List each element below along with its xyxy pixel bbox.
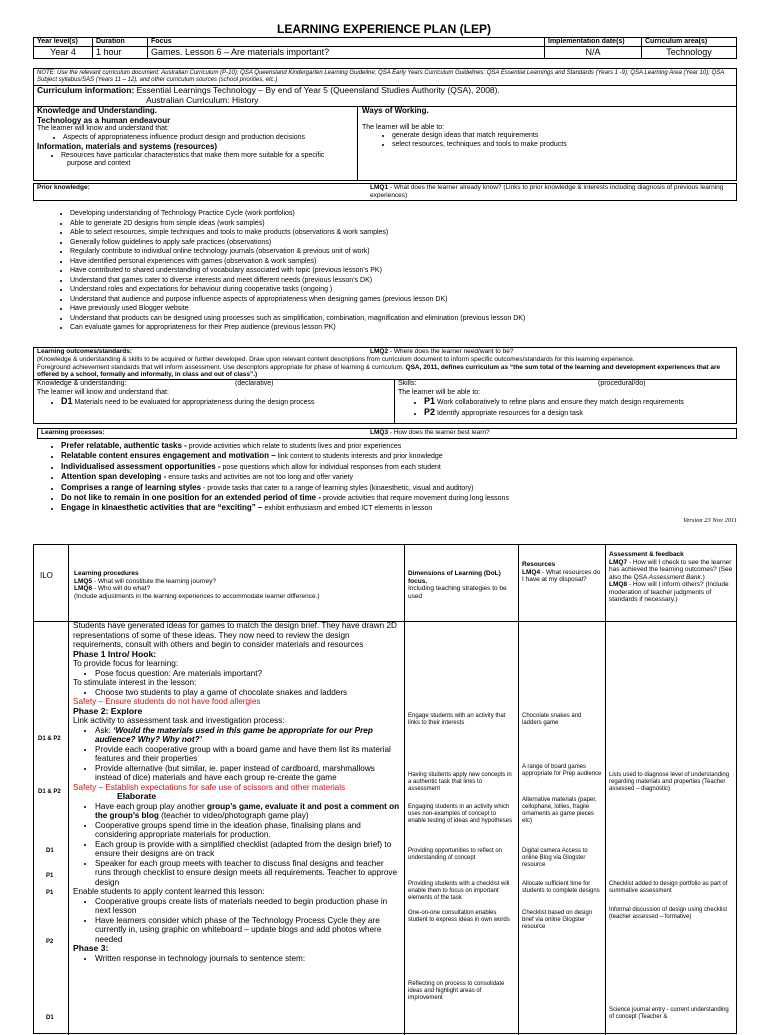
prior-knowledge-list xyxy=(45,209,760,333)
ways-bullet-1: • generate design ideas that match requirements xyxy=(392,132,732,141)
lmq6-label: LMQ6 xyxy=(74,585,93,592)
elaborate-heading: Elaborate xyxy=(117,791,157,801)
prior-item: • Have previously used Blogger website xyxy=(70,304,760,314)
phase3-heading: Phase 3: xyxy=(73,943,109,953)
dol-item: One-on-one consultation enables student to express ideas in own words xyxy=(408,910,510,923)
prior-item: • Able to generate 2D designs from simple ideas (work samples) xyxy=(70,219,760,229)
skills-label: Skills: xyxy=(398,380,417,387)
lmq2-text: - Where does the learner need/want to be? xyxy=(388,348,514,355)
skills-intro: The learner will be able to: xyxy=(398,388,481,396)
outcomes-desc1: (Knowledge & understanding & skills to be acquired or further developed. Draw upon relevant content descriptions from curriculum document to inform specific outcomes/standards for this learning experience. xyxy=(37,356,635,363)
elaborate-bullet: • Each group is provide with a simplified checklist (adapted from the design brief) to ensure their designs are on track xyxy=(95,840,400,859)
skills-type: (procedural/do) xyxy=(598,380,646,387)
lmq5-text: - What will constitute the learning journey? xyxy=(92,577,216,585)
prior-item: • Able to select resources, simple techniques and tools to make products (observations & work samples) xyxy=(70,228,760,238)
enable-bullet: • Have learners consider which phase of the Technology Process Cycle they are currently in, using graphic on whiteboard – update blogs and add photos where needed xyxy=(95,916,400,945)
header-col-year: Year level(s) xyxy=(34,38,93,47)
lmq4-text: - What resources do I have at my disposal? xyxy=(522,568,601,583)
process-item: • Comprises a range of learning styles - provide tasks that cater to a range of learning styles (kinaesthetic, visual and auditory) xyxy=(61,483,761,493)
lmq3-text: - How does the learner best learn? xyxy=(388,429,490,436)
col-header-ilo: ILO xyxy=(40,571,53,580)
phase1-heading: Phase 1 Intro/ Hook: xyxy=(73,648,157,659)
dol-item: Engaging students in an activity which uses non-examples of concept to enable testing of ideas and hypotheses xyxy=(408,804,513,824)
ways-bullet-2: • select resources, techniques and tools to make products xyxy=(392,141,732,150)
link-line: Link activity to assessment task and investigation process: xyxy=(73,716,285,725)
prior-item: • Understand roles and expectations for behaviour during cooperative tasks (ongoing ) xyxy=(70,285,760,295)
resource-item: Alternative materials (paper, cellophane, lollies, fragile ornaments as game pieces etc) xyxy=(522,797,597,824)
prior-knowledge-header xyxy=(33,183,737,201)
assessment-item: Informal discussion of design using checklist (teacher assessed – formative) xyxy=(609,907,728,920)
resource-item: Digital camera Access to online Blog via Glogster resource xyxy=(522,848,588,868)
resource-item: Chocolate snakes and ladders game xyxy=(522,713,582,726)
dol-item: Reflecting on process to consolidate ideas and highlight areas of improvement xyxy=(408,981,505,1001)
header-col-area: Curriculum area(s) xyxy=(642,38,737,47)
ilo-code: D1 & P2 xyxy=(38,789,61,795)
col-header-dol: Dimensions of Learning (DoL) focus. xyxy=(408,570,501,585)
knowledge-intro: The learner will know and understand that: xyxy=(37,125,169,132)
lmq7-label: LMQ7 xyxy=(609,558,628,566)
curriculum-note: NOTE: Use the relevant curriculum document: Australian Curriculum (P-10); QSA Queensland Kindergarten Learning Guideline; QSA Early Years Curriculum Guidelines; QSA Essential Learnings and Standards (Years 1 -9); QSA Learning Area (Year 10); QSA Subject syllabus/SAS (Years 11 – 12), and other curriculum sources (school priorities, etc.) xyxy=(37,70,724,83)
resource-item: A range of board games appropriate for Prep audience xyxy=(522,764,602,777)
version-note: Version 23 Nov 2011 xyxy=(683,517,737,524)
prior-item: • Can evaluate games for appropriateness for their Prep audience (previous lesson PK) xyxy=(70,323,760,333)
lmq6-text: - Who will do what? xyxy=(92,585,151,592)
dol-note: Including teaching strategies to be used xyxy=(408,585,507,600)
procedures-content xyxy=(73,621,400,963)
lmq3-label: LMQ3 xyxy=(370,429,389,436)
knowledge-bullet-2: • Resources have particular characteristics that make them more suitable for a specific purpose and context xyxy=(61,152,355,169)
processes-list xyxy=(37,441,761,514)
prior-label: Prior knowledge: xyxy=(37,184,90,191)
header-col-duration: Duration xyxy=(93,38,148,47)
ilo-code: P2 xyxy=(46,939,54,945)
page-title: LEARNING EXPERIENCE PLAN (LEP) xyxy=(276,22,492,36)
curriculum-box xyxy=(33,68,737,181)
assessment-bank: Assessment Bank xyxy=(648,573,701,581)
outcomes-desc2: Foreground achievement standards that will inform assessment. Use descriptors appropriate for phase of learning & curriculum. xyxy=(37,363,406,371)
stimulate-line: To stimulate interest in the lesson: xyxy=(73,678,197,687)
outcome-p2: • P2 Identify appropriate resources for a design task xyxy=(424,408,734,419)
curriculum-label: Curriculum information: xyxy=(37,85,135,95)
lmq7-text: - How will I check to see the learner has achieved the learning outcomes? (See also the QSA xyxy=(609,558,733,581)
focus-line: To provide focus for learning: xyxy=(73,659,179,668)
processes-label: Learning processes: xyxy=(41,429,105,436)
ku-intro: The learner will know and understand that: xyxy=(37,388,169,396)
dol-item: Engage students with an activity that links to their interests xyxy=(408,713,506,726)
process-item: • Prefer relatable, authentic tasks - provide activities which relate to students lives and prior experiences xyxy=(61,441,761,451)
ilo-code: P1 xyxy=(46,890,54,896)
dol-item: Providing opportunities to reflect on understanding of concept xyxy=(408,848,503,861)
safety-note-1: Safety – Ensure students do not have food allergies xyxy=(73,697,261,706)
header-col-focus: Focus xyxy=(148,38,545,47)
curriculum-line2: Australian Curriculum: History xyxy=(146,95,259,105)
explore-bullet: • Provide alternative (but similar, ie. paper instead of cardboard, marshmallows instead of dice) materials and have each group re-create the game xyxy=(95,764,400,783)
procedures-note: (Include adjustments in the learning experiences to accommodate learner difference.) xyxy=(74,592,320,600)
elaborate-bullet: • Speaker for each group meets with teacher to discuss final designs and teacher runs through checklist to ensure design meets all requirements. Teacher to approve design xyxy=(95,859,400,888)
process-item: • Do not like to remain in one position for an extended period of time - provide activities that require movement during long lessons xyxy=(61,493,761,503)
prior-item: • Have identified personal experiences with games (observation & work samples) xyxy=(70,257,760,267)
learning-processes-header xyxy=(37,428,737,439)
explore-bullet: • Provide each cooperative group with a board game and have them list its material features and their properties xyxy=(95,745,400,764)
header-date-value: N/A xyxy=(545,47,642,59)
enable-line: Enable students to apply content learned this lesson: xyxy=(73,887,265,896)
process-item: • Attention span developing - ensure tasks and activities are not too long and offer variety xyxy=(61,472,761,482)
prior-item: • Understand that games cater to diverse interests and meet different needs (previous lesson’s DK) xyxy=(70,276,760,286)
procedures-intro: Students have generated ideas for games to match the design brief. They have drawn 2D representations of some of these ideas. They now need to review the design requirements, consult with others and begin to consider materials and resources xyxy=(73,621,397,649)
resource-item: Allocate sufficient time for students to complete designs xyxy=(522,881,600,894)
lmq5-label: LMQ5 xyxy=(74,577,93,585)
lmq4-label: LMQ4 xyxy=(522,568,541,576)
ilo-code: D1 xyxy=(46,1015,54,1021)
process-item: • Engage in kinaesthetic activities that are “exciting” – exhibit enthusiasm and embed ICT elements in lesson xyxy=(61,503,761,513)
assessment-item: Science journal entry - current understanding of concept (Teacher & xyxy=(609,1007,729,1020)
col-header-resources: Resources xyxy=(522,561,556,568)
assessment-item: Checklist added to design portfolio as part of summative assessment xyxy=(609,881,728,894)
knowledge-sub1: Technology as a human endeavour xyxy=(37,115,171,125)
ilo-code: D1 & P2 xyxy=(38,736,61,742)
knowledge-sub2: Information, materials and systems (resources) xyxy=(37,142,218,151)
prior-item: • Regularly contribute to individual online technology journals (observation & previous unit of work) xyxy=(70,247,760,257)
lmq1-label: LMQ1 xyxy=(370,184,389,191)
header-duration-value: 1 hour xyxy=(93,47,148,59)
prior-item: • Understand that products can be designed using processes such as simplification, combination, magnification and elimination (previous lesson DK) xyxy=(70,314,760,324)
knowledge-bullet-1: • Aspects of appropriateness influence product design and production decisions xyxy=(63,134,355,143)
curriculum-line1: Essential Learnings Technology – By end of Year 5 (Queensland Studies Authority (QSA), 2008). xyxy=(134,85,500,95)
process-item: • Relatable content ensures engagement and motivation – link content to students interests and prior knowledge xyxy=(61,451,761,461)
lmq8-text: - How will I inform others? (Include moderation of teacher judgments of standards if necessary.) xyxy=(609,581,729,603)
lmq2-label: LMQ2 xyxy=(370,348,389,355)
resource-item: Checklist based on design brief via online Glogster resource xyxy=(522,910,593,930)
elaborate-bullet: • Have each group play another group’s game, evaluate it and post a comment on the group’s blog (teacher to video/photograph game play) xyxy=(95,802,400,821)
prior-item: • Understand that audience and purpose influence aspects of appropriateness when designing games (previous lesson DK) xyxy=(70,295,760,305)
ask-bullet: • Ask: ‘Would the materials used in this game be appropriate for our Prep audience? Why? Why not?’ xyxy=(95,726,400,745)
dol-item: Having students apply new concepts in a authentic task that links to assessment xyxy=(408,772,512,792)
ku-type: (declarative) xyxy=(235,380,274,387)
header-col-date: Implementation date(s) xyxy=(545,38,642,47)
header-year-value: Year 4 xyxy=(34,47,93,59)
dol-item: Providing students with a checklist will enable them to focus on important elements of the task xyxy=(408,881,510,901)
procedures-table: ILO Learning procedures LMQ5 - What will constitute the learning journey? LMQ6 - Who will do what? (Include adjustments in the learning experiences to accommodate learner difference.) Dimensions of Learning (DoL) focus. Including teaching strategies to be used Resources LMQ4 - What resources do I have at my disposal? Assessment & feedback LMQ7 - How will I check to see the learner has achieved the learning outcomes? (See also the QSA Assessment Bank.) LMQ8 - How will I inform others? (Include moderation of teacher judgments of standards if necessary.) D1 & P2 D1 & P2 D1 P1 P1 P2 D1 Students have generated ideas for games to match the design brief. They have drawn 2D representations of some of these ideas. They now need to review the design requirements, consult with others and begin to consider materials and resources Phase 1 Intro/ Hook: To provide focus for learning: • Pose focus question: Are materials important? To stimulate interest in the lesson: • Choose two students to play a game of chocolate snakes and ladders Safety – Ensure students do not have food allergies Phase 2: Explore Link activity to assessment task and investigation process: • Ask: ‘Would the materials used in this game be appropriate for our Prep audience? Why? Why not?’ • Provide each cooperative group with a board game and have them list its material features and their properties • Provide alternative (but similar, ie. paper instead of cardboard, marshmallows instead of dice) materials and have each group re-create the game Safety – Establish expectations for safe use of scissors and other materials Elaborate • Have each group play another group’s game, evaluate it and post a comment on the group’s blog (teacher to video/photograph game play) • Cooperative groups spend time in the ideation phase, finalising plans and considering appropriate materials for production. • Each group is provide with a simplified checklist (adapted from the design brief) to ensure their designs are on track • Speaker for each group meets with teacher to discuss final designs and teacher runs through checklist to ensure design meets all requirements. Teacher to approve design Enable students to apply content learned this lesson: • Cooperative groups create lists of materials needed to begin production phase in next lesson • Have learners consider which phase of the Technology Process Cycle they are currently in, using graphic on whiteboard – update blogs and add photos where needed Phase 3: • Written response in technology journals to sentence stem: Engage students with an activity that links to their interests Having students apply new concepts in a authentic task that links to assessment Engaging students in an activity which uses non-examples of concept to enable testing of ideas and hypotheses Providing opportunities to reflect on understanding of concept Providing students with a checklist will enable them to focus on important elements of the task One-on-one consultation enables student to express ideas in own words Reflecting on process to consolidate ideas and highlight areas of improvement Chocolate snakes and ladders game A range of board games appropriate for Prep audience Alternative materials (paper, cellophane, lollies, fragile ornaments as game pieces etc) Digital camera Access to online Blog via Glogster resource Allocate sufficient time for students to complete designs Checklist based on design brief via online Glogster resource Lists used to diagnose level of understanding regarding materials and properties (Teacher assessed – diagnostic) Checklist added to design portfolio as part of summative assessment Informal discussion of design using checklist (teacher assessed – formative) Science journal entry - current understanding of concept (Teacher & xyxy=(33,544,737,1034)
phase3-bullet: • Written response in technology journals to sentence stem: xyxy=(95,954,400,964)
header-area-value: Technology xyxy=(642,47,737,59)
col-header-assessment: Assessment & feedback xyxy=(609,551,684,558)
lmq8-label: LMQ8 xyxy=(609,581,628,588)
lmq1-text: - What does the learner already know? (Links to prior knowledge & interests including diagnosis of previous learning experiences) xyxy=(370,184,724,199)
phase2-heading: Phase 2: Explore xyxy=(73,705,143,716)
outcomes-desc-bold: QSA, 2011, defines curriculum as “the sum total of the learning and development experiences that are offered by a school, formally and informally, in class and out of class”.) xyxy=(37,363,721,378)
focus-bullet: • Pose focus question: Are materials important? xyxy=(95,669,400,679)
header-focus-value: Games. Lesson 6 – Are materials important? xyxy=(148,47,545,59)
elaborate-bullet: • Cooperative groups spend time in the ideation phase, finalising plans and considering appropriate materials for production. xyxy=(95,821,400,840)
ilo-code: D1 xyxy=(46,848,54,854)
prior-item: • Have contributed to shared understanding of vocabulary associated with topic (previous lesson’s PK) xyxy=(70,266,760,276)
ku-label: Knowledge & understanding: xyxy=(37,380,127,387)
prior-item: • Generally follow guidelines to apply safe practices (observations) xyxy=(70,238,760,248)
enable-bullet: • Cooperative groups create lists of materials needed to begin production phase in next lesson xyxy=(95,897,400,916)
col-header-procedures: Learning procedures xyxy=(74,570,139,577)
assessment-item: Lists used to diagnose level of understanding regarding materials and properties (Teacher assessed – diagnostic) xyxy=(609,772,730,792)
ilo-code: P1 xyxy=(46,873,54,879)
outcome-d1: • D1 Materials need to be evaluated for appropriateness during the design process xyxy=(61,397,387,408)
ways-intro: The learner will be able to: xyxy=(362,123,445,131)
stimulate-bullet: • Choose two students to play a game of chocolate snakes and ladders xyxy=(95,688,400,698)
learning-outcomes-box xyxy=(33,347,737,424)
safety-note-2: Safety – Establish expectations for safe use of scissors and other materials xyxy=(73,782,346,792)
ways-heading: Ways of Working. xyxy=(362,106,429,115)
knowledge-heading: Knowledge and Understanding. xyxy=(37,106,158,115)
process-item: • Individualised assessment opportunities - pose questions which allow for individual responses from each student xyxy=(61,462,761,472)
outcomes-label: Learning outcomes/standards: xyxy=(37,348,132,355)
outcome-p1: • P1 Work collaboratively to refine plans and ensure they match design requirements xyxy=(424,397,734,408)
prior-item: • Developing understanding of Technology Practice Cycle (work portfolios) xyxy=(70,209,760,219)
header-table xyxy=(33,37,737,59)
